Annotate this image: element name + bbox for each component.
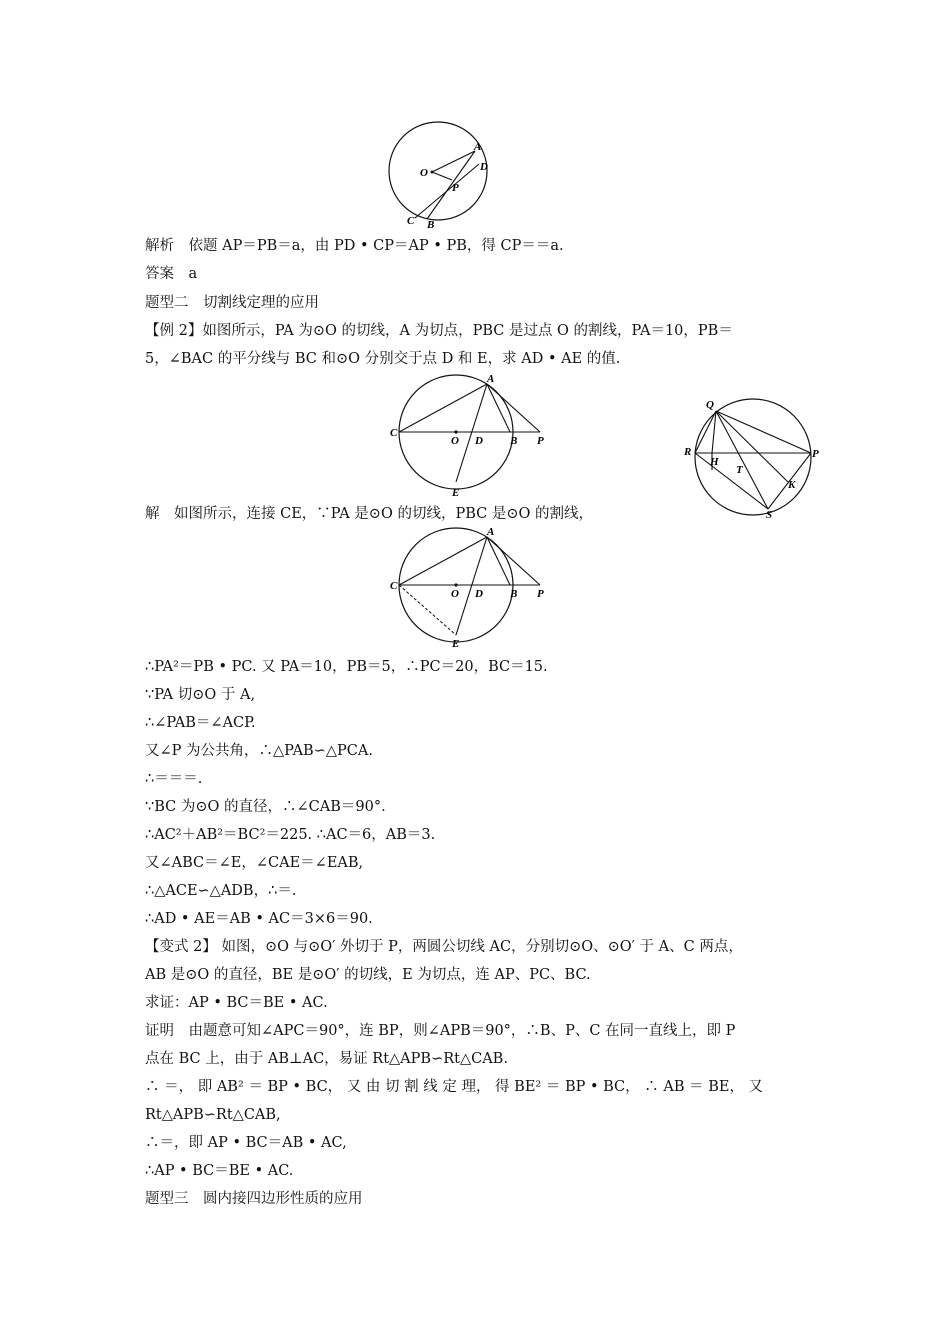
label-a: A [487, 526, 495, 538]
label-p: P [812, 448, 819, 460]
label-h: H [710, 456, 719, 468]
example-2-line-1: 【例 2】如图所示，PA 为⊙O 的切线，A 为切点，PBC 是过点 O 的割线，PA＝10，PB＝ [145, 323, 733, 339]
label-b: B [510, 588, 518, 600]
label-k: K [788, 479, 796, 491]
label-c: C [407, 215, 415, 227]
label-r: R [684, 446, 692, 458]
label-a: A [487, 373, 495, 385]
label-b: B [427, 219, 435, 231]
answer-line: 答案 a [145, 266, 198, 282]
solution-line-8: ∴AC²＋AB²＝BC²＝225. ∴AC＝6，AB＝3. [145, 827, 436, 843]
section-heading-type-3: 题型三 圆内接四边形性质的应用 [145, 1191, 363, 1207]
proof-line-5: ∴＝，即 AP • BC＝AB • AC, [145, 1135, 347, 1151]
figure-4-tangent-secant-with-ce [390, 525, 560, 650]
solution-line-3: ∵PA 切⊙O 于 A, [145, 687, 256, 703]
label-o: O [451, 588, 459, 600]
label-s: S [766, 509, 773, 520]
label-d: D [475, 435, 483, 447]
proof-line-6: ∴AP • BC＝BE • AC. [145, 1163, 294, 1179]
label-t: T [736, 464, 743, 476]
proof-line-3: ∴ ＝， 即 AB² ＝ BP • BC， 又 由 切 割 线 定 理， 得 BE² ＝ BP • BC， ∴ AB ＝ BE， 又 [145, 1079, 764, 1095]
solution-line-1: 解 如图所示，连接 CE，∵PA 是⊙O 的切线，PBC 是⊙O 的割线， [145, 506, 593, 522]
label-d: D [475, 588, 483, 600]
section-heading-type-2: 题型二 切割线定理的应用 [145, 295, 319, 311]
label-c: C [390, 427, 398, 439]
figure-2-tangent-secant [390, 372, 560, 497]
proof-line-4: Rt△APB∽Rt△CAB, [145, 1107, 281, 1123]
solution-line-10: ∴△ACE∽△ADB，∴＝. [145, 883, 297, 899]
label-a: A [474, 141, 482, 153]
proof-line-1: 证明 由题意可知∠APC＝90°，连 BP，则∠APB＝90°，∴B、P、C 在同一直线上，即 P [145, 1023, 736, 1039]
label-d: D [480, 161, 488, 173]
proof-line-2: 点在 BC 上，由于 AB⊥AC，易证 Rt△APB∽Rt△CAB. [145, 1051, 508, 1067]
label-p: P [537, 588, 544, 600]
figure-3-inscribed-quadrilateral [682, 395, 827, 520]
solution-line-2: ∴PA²＝PB • PC. 又 PA＝10，PB＝5，∴PC＝20，BC＝15. [145, 659, 548, 675]
variant-2-line-2: AB 是⊙O 的直径，BE 是⊙O′ 的切线，E 为切点，连 AP、PC、BC. [145, 967, 591, 983]
solution-line-4: ∴∠PAB＝∠ACP. [145, 715, 256, 731]
example-2-line-2: 5，∠BAC 的平分线与 BC 和⊙O 分别交于点 D 和 E，求 AD • AE 的值. [145, 351, 621, 367]
analysis-line: 解析 依题 AP＝PB＝a，由 PD • CP＝AP • PB，得 CP＝＝a. [145, 238, 564, 254]
solution-line-7: ∵BC 为⊙O 的直径，∴∠CAB＝90°． [145, 799, 396, 815]
label-p: P [537, 435, 544, 447]
label-c: C [390, 580, 398, 592]
label-b: B [510, 435, 518, 447]
label-o: O [451, 435, 459, 447]
solution-line-9: 又∠ABC＝∠E，∠CAE＝∠EAB, [145, 855, 364, 871]
label-q: Q [706, 399, 714, 411]
solution-line-6: ∴＝＝＝. [145, 771, 203, 787]
label-e: E [452, 638, 460, 650]
label-o: O [420, 167, 428, 179]
label-p: P [452, 182, 459, 194]
solution-line-11: ∴AD • AE＝AB • AC＝3×6＝90. [145, 911, 373, 927]
solution-line-5: 又∠P 为公共角，∴△PAB∽△PCA. [145, 743, 373, 759]
prove-line: 求证：AP • BC＝BE • AC. [145, 995, 328, 1011]
variant-2-line-1: 【变式 2】 如图，⊙O 与⊙O′ 外切于 P，两圆公切线 AC，分别切⊙O、⊙O′ 于 A、C 两点， [145, 939, 743, 955]
label-e: E [452, 487, 460, 497]
figure-1-circle-intersecting-chords [380, 120, 500, 232]
